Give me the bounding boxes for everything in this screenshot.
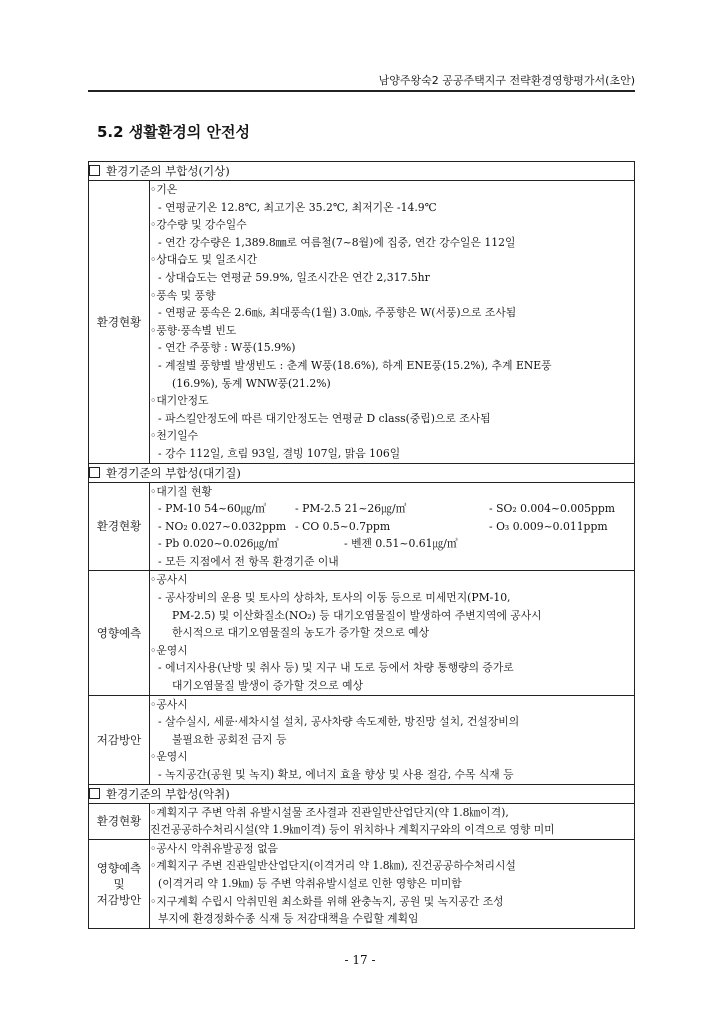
weather-heading: 환경기준의 부합성(기상) [106,164,230,178]
odor-impact-label [89,839,150,928]
air-impact-line: 한시적으로 대기오염물질의 농도가 증가할 것으로 예상 [172,626,430,640]
no2-value: - NO₂ 0.027~0.032ppm [158,519,287,533]
air-impact-line: - 에너지사용(난방 및 취사 등) 및 지구 내 도로 등에서 차량 통행량의 증가로 [158,661,514,675]
checkbox-square-icon [89,788,100,799]
weather-line: ◦대기안정도 [150,394,209,408]
air-impact-line: ◦운영시 [150,643,188,657]
header-rule [88,90,635,92]
air-values-row [150,535,634,553]
odor-status-line: 진건공공하수처리시설(약 1.9㎞이격) 등이 위치하나 계획지구와의 이격으로 영향 미미 [150,823,555,837]
odor-impact-label-line: 영향예측 [96,860,142,875]
air-impact-line: ◦공사시 [150,573,188,587]
odor-impact-label-line: 저감방안 [96,892,142,907]
weather-line: - 연간 강수량은 1,389.8㎜로 여름철(7~8월)에 집중, 연간 강수일은 112일 [158,235,516,249]
air-impact-row [89,571,635,695]
weather-line: - 연평균기온 12.8℃, 최고기온 35.2℃, 최저기온 -14.9℃ [158,200,437,214]
page-number: - 17 - [344,953,376,967]
benzene-value: - 벤젠 0.51~0.61㎍/㎥ [344,537,458,551]
pb-value: - Pb 0.020~0.026㎍/㎥ [158,537,279,551]
odor-heading: 환경기준의 부합성(악취) [106,786,230,801]
weather-line: - 연평균 풍속은 2.6㎧, 최대풍속(1월) 3.0㎧, 주풍향은 W(서풍)으로 조사됨 [158,306,517,320]
weather-line: - 계절별 풍향별 발생빈도 : 춘계 W풍(18.6%), 하계 ENE풍(15.2%), 추계 ENE풍 [158,358,552,372]
weather-heading-row [89,162,635,181]
odor-status-label: 환경현황 [89,803,150,839]
air-values-row [150,500,634,518]
air-impact-line: PM-2.5) 및 이산화질소(NO₂) 등 대기오염물질이 발생하여 주변지역에 공사시 [172,608,542,622]
checkbox-square-icon [89,467,100,478]
weather-status-body [150,181,635,464]
air-status-label: 환경현황 [89,482,150,571]
odor-status-line: ◦계획지구 주변 악취 유발시설물 조사결과 진관일반산업단지(약 1.8㎞이격), [150,805,509,819]
document-header: 남양주왕숙2 공공주택지구 전략환경영향평가서(초안) [378,74,635,87]
odor-heading-row [89,784,635,803]
co-value: - CO 0.5~0.7ppm [295,519,391,533]
weather-line: ◦풍속 및 풍향 [150,288,216,302]
air-impact-line: - 공사장비의 운용 및 토사의 상하차, 토사의 이동 등으로 미세먼지(PM-10, [158,591,511,605]
air-mitigation-line: ◦공사시 [150,697,188,711]
air-impact-label: 영향예측 [89,571,150,695]
air-mitigation-line: - 녹지공간(공원 및 녹지) 확보, 에너지 효율 향상 및 사용 절감, 수목 식재 등 [158,768,514,781]
air-mitigation-line: 불필요한 공회전 금지 등 [172,732,287,746]
pm10-value: - PM-10 54~60㎍/㎥ [158,502,266,516]
pm25-value: - PM-2.5 21~26㎍/㎥ [295,502,407,516]
weather-line: - 상대습도는 연평균 59.9%, 일조시간은 연간 2,317.5hr [158,270,430,284]
air-impact-body [150,571,635,695]
weather-status-row [89,181,635,464]
weather-line: - 강수 112일, 흐림 93일, 결빙 107일, 맑음 106일 [158,446,401,460]
odor-impact-body [150,839,635,928]
weather-line: ◦기온 [150,183,178,196]
air-mitigation-label: 저감방안 [89,695,150,784]
air-status-row [89,482,635,571]
odor-impact-line: ◦공사시 악취유발공정 없음 [150,841,278,855]
air-heading-row [89,463,635,482]
odor-impact-line: (이격거리 약 1.9㎞) 등 주변 악취유발시설로 인한 영향은 미미함 [158,876,462,890]
air-mitigation-row [89,695,635,784]
odor-impact-line: 부지에 환경정화수종 식재 등 저감대책을 수립할 계획임 [158,912,419,926]
so2-value: - SO₂ 0.004~0.005ppm [489,502,616,516]
weather-line: (16.9%), 동계 WNW풍(21.2%) [172,376,331,390]
odor-status-body [150,803,635,839]
odor-status-row [89,803,635,839]
air-status-note: - 모든 지점에서 전 항목 환경기준 이내 [158,554,339,568]
o3-value: - O₃ 0.009~0.011ppm [489,519,608,533]
air-mitigation-line: - 살수실시, 세륜·세차시설 설치, 공사차량 속도제한, 방진망 설치, 건설장비의 [158,715,520,729]
weather-line: ◦천기일수 [150,429,199,443]
weather-line: ◦상대습도 및 일조시간 [150,253,258,267]
weather-line: - 연간 주풍향 : W풍(15.9%) [158,341,296,355]
weather-line: ◦풍향·풍속별 빈도 [150,323,237,337]
air-heading: 환경기준의 부합성(대기질) [106,465,241,480]
weather-line: ◦강수량 및 강수일수 [150,218,247,232]
air-status-title: ◦대기질 현황 [150,484,212,498]
air-impact-line: 대기오염물질 발생이 증가할 것으로 예상 [172,679,364,693]
weather-status-label: 환경현황 [89,181,150,464]
odor-impact-label-line: 및 [113,876,125,891]
environment-table [88,161,635,929]
air-mitigation-line: ◦운영시 [150,750,188,764]
odor-impact-row [89,839,635,928]
section-title: 5.2 생활환경의 안전성 [97,123,250,141]
odor-impact-line: ◦계획지구 주변 진관일반산업단지(이격거리 약 1.8㎞), 진건공공하수처리시설 [150,859,516,873]
checkbox-square-icon [89,165,100,176]
odor-impact-line: ◦지구계획 수립시 악취민원 최소화를 위해 완충녹지, 공원 및 녹지공간 조성 [150,894,504,908]
air-status-body [150,482,635,571]
air-mitigation-body [150,695,635,784]
weather-line: - 파스킬안정도에 따른 대기안정도는 연평균 D class(중립)으로 조사됨 [158,411,491,425]
air-values-row [150,518,634,536]
